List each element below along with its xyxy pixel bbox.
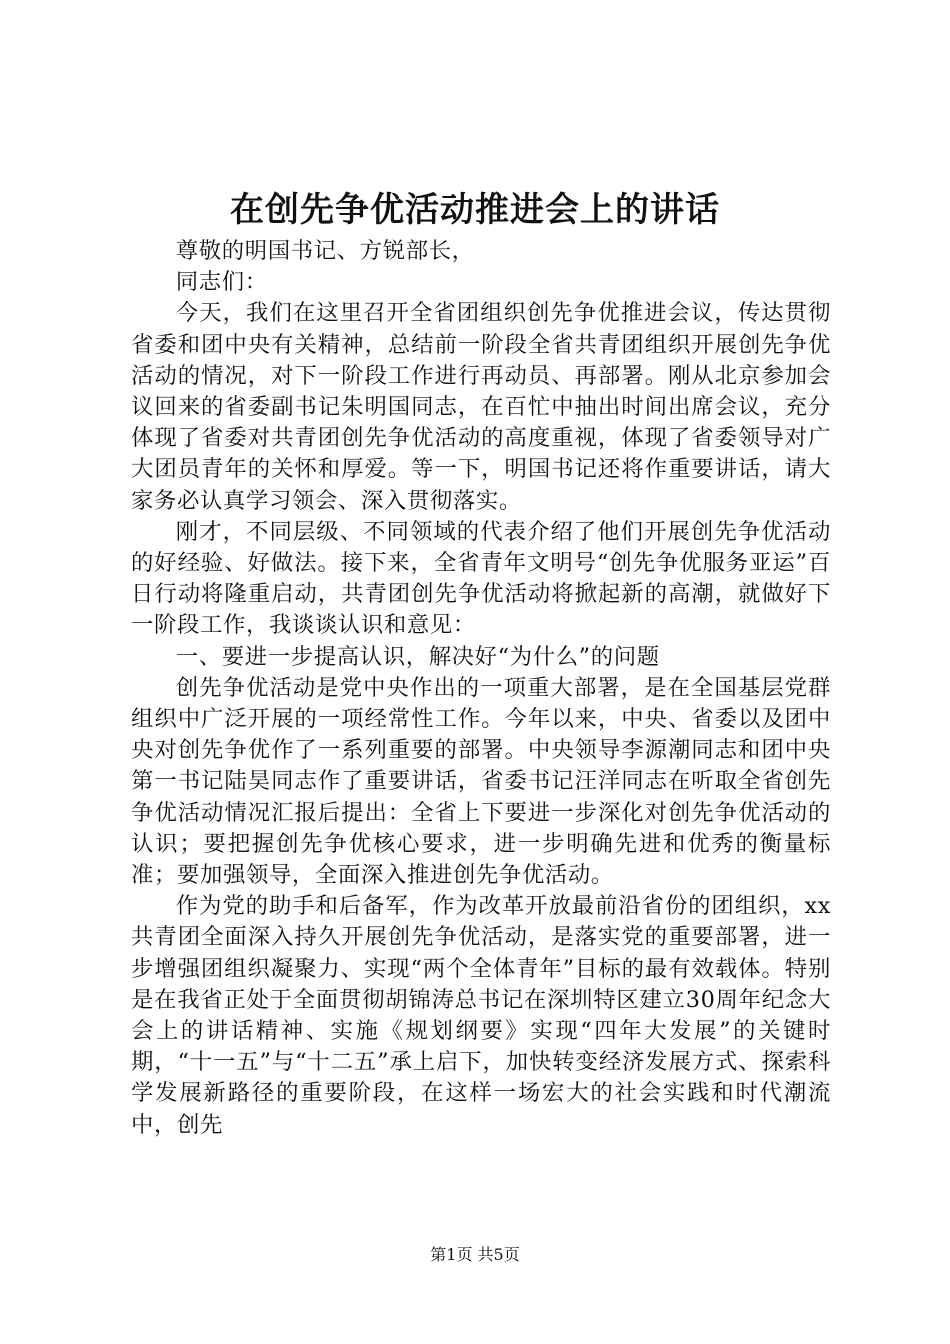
- document-body: [131, 236, 831, 1141]
- salutation-line: 同志们：: [175, 269, 268, 296]
- section-heading: 一、要进一步提高认识，解决好“为什么”的问题: [175, 643, 660, 670]
- body-paragraph: 刚才，不同层级、不同领域的代表介绍了他们开展创先争优活动的好经验、好做法。接下来，全省青年文明号“创先争优服务亚运”百日行动将隆重启动，共青团创先争优活动将掀起新的高潮，就做好下一阶段工作，我谈谈认识和意见：: [131, 518, 831, 639]
- page-footer: [0, 1243, 950, 1267]
- body-paragraph: 作为党的助手和后备军，作为改革开放最前沿省份的团组织，xx共青团全面深入持久开展创先争优活动，是落实党的重要部署，进一步增强团组织凝聚力、实现“两个全体青年”目标的最有效载体。特别是在我省正处于全面贯彻胡锦涛总书记在深圳特区建立30周年纪念大会上的讲话精神、实施《规划纲要》实现“四年大发展”的关键时期，“十一五”与“十二五”承上启下，加快转变经济发展方式、探索科学发展新路径的重要阶段，在这样一场宏大的社会实践和时代潮流中，创先: [131, 893, 831, 1138]
- salutation-line: 尊敬的明国书记、方锐部长，: [175, 238, 475, 264]
- document-title: 在创先争优活动推进会上的讲话: [230, 190, 720, 230]
- body-paragraph: 创先争优活动是党中央作出的一项重大部署，是在全国基层党群组织中广泛开展的一项经常性工作。今年以来，中央、省委以及团中央对创先争优作了一系列重要的部署。中央领导李源潮同志和团中央第一书记陆昊同志作了重要讲话，省委书记汪洋同志在听取全省创先争优活动情况汇报后提出：全省上下要进一步深化对创先争优活动的认识；要把握创先争优核心要求，进一步明确先进和优秀的衡量标准；要加强领导，全面深入推进创先争优活动。: [131, 674, 831, 889]
- page-number: 第1页 共5页: [430, 1245, 520, 1264]
- body-paragraph: 今天，我们在这里召开全省团组织创先争优推进会议，传达贯彻省委和团中央有关精神，总结前一阶段全省共青团组织开展创先争优活动的情况，对下一阶段工作进行再动员、再部署。刚从北京参加会议回来的省委副书记朱明国同志，在百忙中抽出时间出席会议，充分体现了省委对共青团创先争优活动的高度重视，体现了省委领导对广大团员青年的关怀和厚爱。等一下，明国书记还将作重要讲话，请大家务必认真学习领会、深入贯彻落实。: [131, 300, 831, 514]
